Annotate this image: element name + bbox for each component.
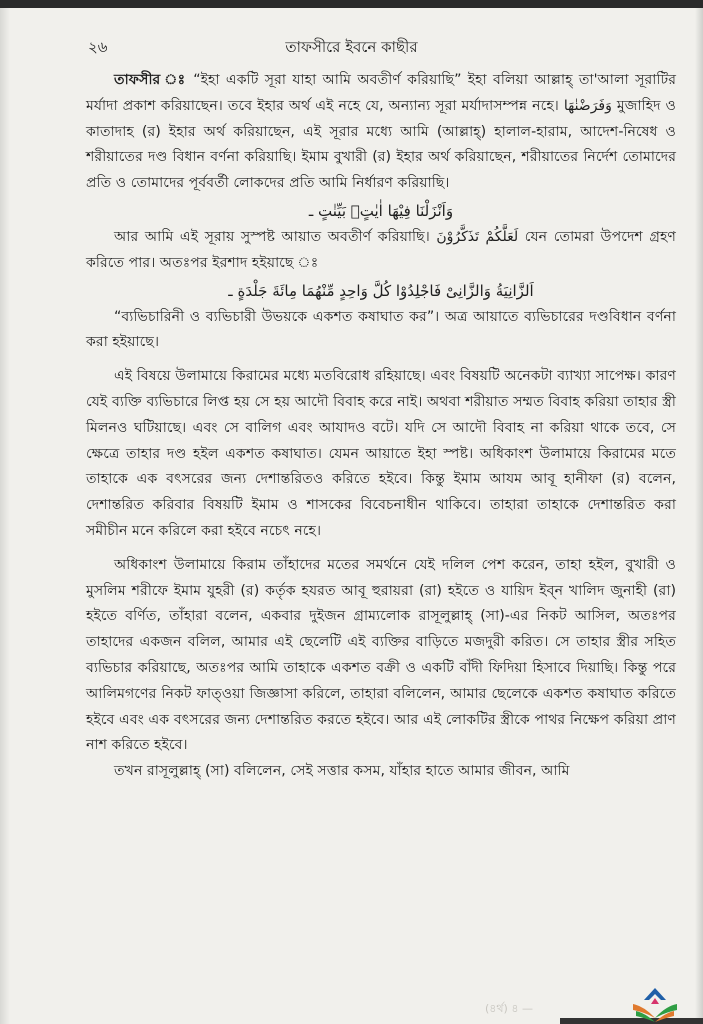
- paragraph-text: “ইহা একটি সূরা যাহা আমি অবতীর্ণ করিয়াছি” ইহা বলিয়া আল্লাহ্ তা'আলা সূরাটির মর্যাদা প্রকাশ করিয়াছেন। তবে ইহার অর্থ এই নহে যে, অন্যান্য সূরা মর্যাদাসম্পন্ন নহে।: [86, 72, 676, 114]
- page-header: [0, 36, 703, 60]
- paragraph-text: আর আমি এই সূরায় সুস্পষ্ট আয়াত অবতীর্ণ করিয়াছি।: [114, 228, 437, 245]
- paragraph: [86, 225, 676, 277]
- paragraph: এই বিষয়ে উলামায়ে কিরামের মধ্যে মতবিরোধ রহিয়াছে। এবং বিষয়টি অনেকটা ব্যাখ্যা সাপেক্ষ। কারণ যেই ব্যক্তি ব্যভিচারে লিপ্ত হয় সে হয় আদৌ বিবাহ করে নাই। অথবা শরীয়াত সম্মত বিবাহ করিয়া তাহার স্ত্রী মিলনও ঘটিয়াছে। এবং সে বালিগ এবং আযাদও বটে। যদি সে আদৌ বিবাহ না করিয়া থাকে তবে, সে ক্ষেত্রে তাহার দণ্ড হইল একশত কষাঘাত। যেমন আয়াতে ইহা স্পষ্ট। অধিকাংশ উলামায়ে কিরামের মতে তাহাকে এক বৎসরের জন্য দেশান্তরিতও করিতে হইবে। কিন্তু ইমাম আযম আবূ হানীফা (র) বলেন, দেশান্তরিত করিবার বিষয়টি ইমাম ও শাসকের বিবেচনাধীন থাকিবে। তাহারা তাহাকে দেশান্তরিত করা সমীচীন মনে করিলে করা হইবে নচেৎ নহে।: [86, 368, 676, 539]
- arabic-inline-text: لَعَلَّكُمْ تَذَكَّرُوْنَ: [436, 228, 519, 245]
- signature-mark: (৪র্থ) ৪ —: [485, 1002, 533, 1015]
- page-body: [86, 68, 676, 785]
- paragraph: তখন রাসূলুল্লাহ্ (সা) বলিলেন, সেই সত্তার কসম, যাঁহার হাতে আমার জীবন, আমি: [114, 763, 570, 780]
- scan-left-shadow: [0, 8, 10, 1024]
- scan-top-edge: [0, 0, 703, 8]
- paragraph-text: মুজাহিদ ও কাতাদাহ (র) ইহার অর্থ করিয়াছেন, এই সূরার মধ্যে আমি (আল্লাহ্) হালাল-হারাম, আদেশ-নিষেধ ও শরীয়াতের দণ্ড বিধান বর্ণনা করিয়াছি। ইমাম বুখারী (র) ইহার অর্থ করিয়াছেন, শরীয়াতের নির্দেশ তোমাদের প্রতি ও তোমাদের পূর্ববর্তী লোকদের প্রতি আমি নির্ধারণ করিয়াছি।: [86, 97, 676, 192]
- paragraph-gap: [86, 356, 676, 364]
- paragraph-tafsir: [86, 68, 676, 197]
- arabic-verse: اَلزَّانِيَةُ وَالزَّانِىْ فَاجْلِدُوْا كُلَّ وَاحِدٍ مِّنْهُمَا مِائَةَ جَلْدَةٍ ـ: [228, 281, 534, 300]
- arabic-inline-text: وَفَرَضْنٰهَا: [563, 97, 612, 114]
- tafsir-label: তাফসীর ঃ: [114, 72, 187, 88]
- paragraph-gap: [86, 545, 676, 553]
- arabic-verse: وَاَنْزَلْنَا فِيْهَا اٰيٰتٍۢ بَيِّنٰتٍ ـ: [308, 201, 454, 220]
- running-title: তাফসীরে ইবনে কাছীর: [285, 38, 418, 56]
- paragraph: অধিকাংশ উলামায়ে কিরাম তাঁহাদের মতের সমর্থনে যেই দলিল পেশ করেন, তাহা হইল, বুখারী ও মুসলিম শরীফে ইমাম যুহরী (র) কর্তৃক হযরত আবূ হুরায়রা (রা) হইতে ও যায়িদ ইব্ন খালিদ জুনাহী (রা) হইতে বর্ণিত, তাঁহারা বলেন, একবার দুইজন গ্রাম্যলোক রাসূলুল্লাহ্ (সা)-এর নিকট আসিল, অতঃপর তাহাদের একজন বলিল, আমার এই ছেলেটি এই ব্যক্তির বাড়িতে মজদুরী করিত। সে তাহার স্ত্রীর সহিত ব্যভিচার করিয়াছে, অতঃপর আমি তাহাকে একশত বক্রী ও একটি বাঁদী ফিদিয়া হিসাবে দিয়াছি। কিন্তু পরে আলিমগণের নিকট ফাত্ওয়া জিজ্ঞাসা করিলে, তাহারা বলিলেন, আমার ছেলেকে একশত কষাঘাত করিতে হইবে এবং এক বৎসরের জন্য দেশান্তরিত করতে হইবে। আর এই লোকটির স্ত্রীকে পাথর নিক্ষেপ করিয়া প্রাণ নাশ করিতে হইবে।: [86, 556, 676, 754]
- publisher-logo-icon: [630, 986, 680, 1024]
- paragraph: “ব্যভিচারিনী ও ব্যভিচারী উভয়কে একশত কষাঘাত কর”। অত্র আয়াতে ব্যভিচারের দণ্ডবিধান বর্ণনা করা হইয়াছে।: [86, 308, 676, 351]
- paragraph-text: যেন তোমরা উপদেশ গ্রহণ করিতে পার। অতঃপর ইরশাদ হইয়াছে ঃ: [86, 228, 676, 271]
- page-number: ২৬: [88, 38, 108, 56]
- scan-right-shadow: [695, 8, 703, 1024]
